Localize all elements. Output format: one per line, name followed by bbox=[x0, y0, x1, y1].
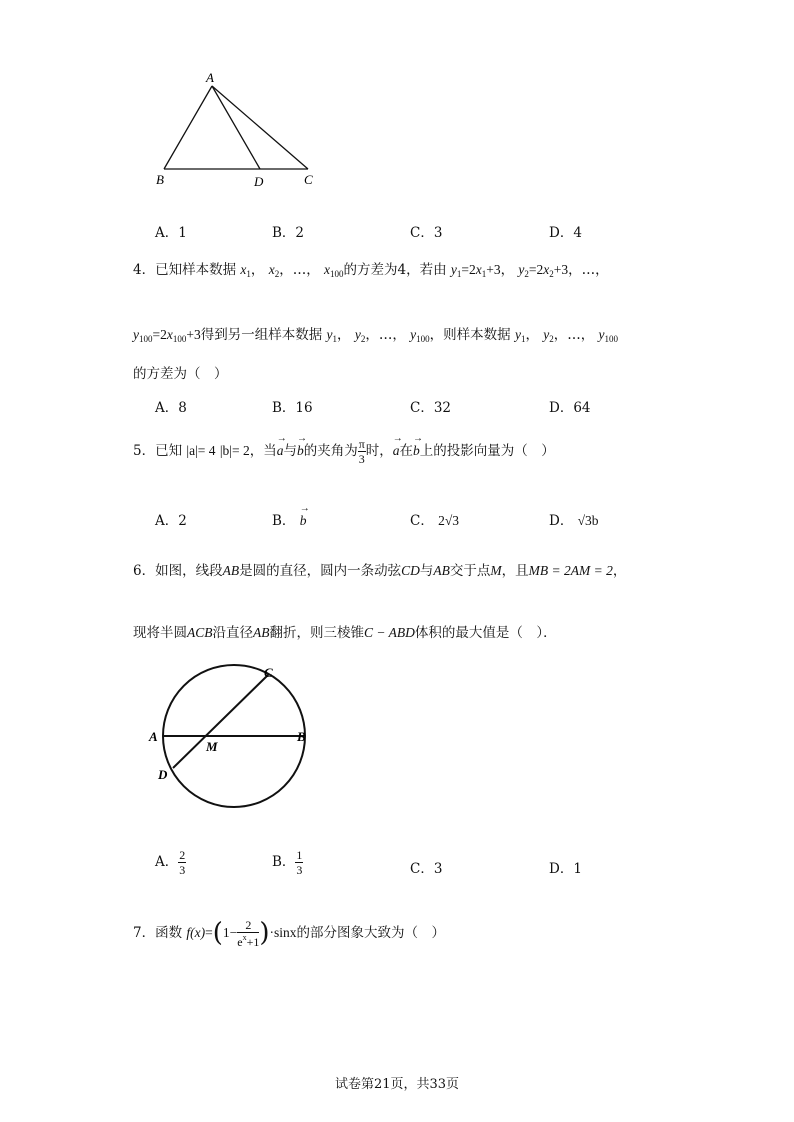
side-ac bbox=[212, 86, 308, 169]
pi-over-3: $\frac{\pi}{3}$ bbox=[358, 437, 365, 466]
question-6-line-1: 6．如图，线段AB是圆的直径，圆内一条动弦CD与AB交于点M，且MB = 2AM = 2， bbox=[133, 563, 627, 579]
option-a[interactable]: A．2 bbox=[155, 513, 187, 529]
option-a[interactable]: A．1 bbox=[155, 225, 187, 241]
option-c[interactable]: C． 2√3 bbox=[410, 513, 460, 529]
chord-cd bbox=[173, 674, 269, 768]
segment-ad bbox=[212, 86, 260, 169]
question-4-line-1: 4．已知样本数据 $x_1$， $x_2$，…， $x_{100}$的方差为4，若由 $y_1=2x_1+3$， $y_2=2x_2+3$，…， bbox=[133, 262, 609, 279]
question-4-line-3: 的方差为（ ） bbox=[133, 366, 228, 382]
label-a: A bbox=[206, 70, 214, 85]
side-ab bbox=[164, 86, 212, 169]
label-b: B bbox=[297, 729, 306, 744]
label-c: C bbox=[264, 665, 273, 680]
option-b[interactable]: B．16 bbox=[272, 400, 313, 416]
option-d[interactable]: D．4 bbox=[549, 225, 582, 241]
option-b[interactable]: B． $\frac{1}{3}$ bbox=[272, 848, 303, 877]
page-footer: 试卷第21页，共33页 bbox=[334, 1077, 460, 1092]
label-a: A bbox=[149, 729, 158, 744]
label-b: B bbox=[156, 172, 164, 187]
question-6-line-2: 现将半圆ACB沿直径AB翻折，则三棱锥C − ABD体积的最大值是（ ）． bbox=[133, 625, 557, 641]
question-4-line-2: $y_{100}=2x_{100}+3$得到另一组样本数据 $y_1$， $y_2$，…， $y_{100}$，则样本数据 $y_1$， $y_2$，…， $y_{100}$ bbox=[133, 327, 619, 344]
option-d[interactable]: D．1 bbox=[549, 861, 582, 877]
option-d[interactable]: D．64 bbox=[549, 400, 591, 416]
option-c[interactable]: C．3 bbox=[410, 225, 443, 241]
option-a[interactable]: A．8 bbox=[155, 400, 187, 416]
question-7: 7．函数 f(x)=(1− $\frac{2}{e^x+1}$ )·sinx的部分图象大致为（ ） bbox=[133, 918, 446, 950]
label-d: D bbox=[254, 174, 264, 189]
option-b[interactable]: B． → b bbox=[272, 509, 306, 529]
circle-figure bbox=[140, 660, 330, 810]
triangle-figure bbox=[140, 66, 340, 196]
label-c: C bbox=[304, 172, 313, 187]
option-b[interactable]: B．2 bbox=[272, 225, 305, 241]
question-5: 5．已知 |a|= 4 |b|= 2，当→ a与→ b的夹角为 $\frac{\pi}{3}$ 时，→ a在→ b上的投影向量为（ ） bbox=[133, 438, 555, 465]
label-m: M bbox=[206, 739, 218, 754]
option-a[interactable]: A． $\frac{2}{3}$ bbox=[155, 848, 186, 877]
option-c[interactable]: C．32 bbox=[410, 400, 452, 416]
option-d[interactable]: D． √3b bbox=[549, 513, 599, 529]
label-d: D bbox=[158, 767, 168, 782]
option-c[interactable]: C．3 bbox=[410, 861, 443, 877]
fraction-2-over-ex-plus-1: $\frac{2}{e^x+1}$ bbox=[237, 918, 260, 950]
